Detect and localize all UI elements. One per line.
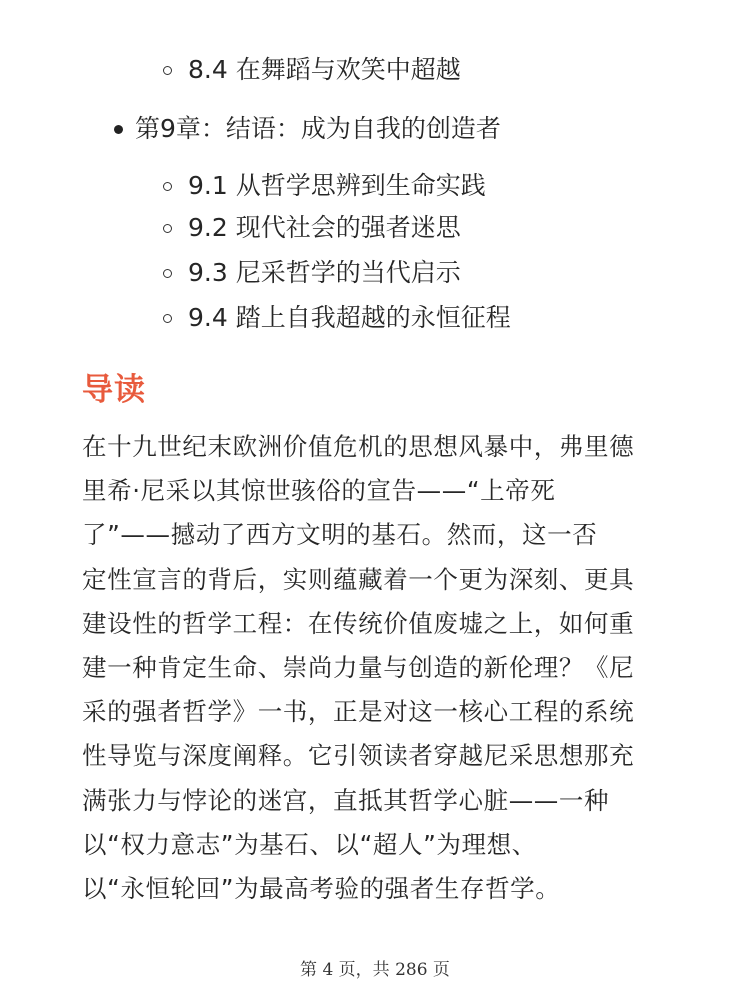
toc-item-chapter-9[interactable] <box>114 112 501 146</box>
toc-item-9-1[interactable] <box>163 169 486 203</box>
paragraph-line: 满张力与悖论的迷宫，直抵其哲学心脏——一种 <box>82 785 610 815</box>
hollow-bullet-icon <box>163 66 172 75</box>
toc-item-9-2[interactable] <box>163 211 461 245</box>
toc-item-label: 9.2 现代社会的强者迷思 <box>188 213 461 242</box>
paragraph-line: 以“永恒轮回”为最高考验的强者生存哲学。 <box>82 874 561 904</box>
paragraph-line: 性导览与深度阐释。它引领读者穿越尼采思想那充 <box>82 741 635 771</box>
hollow-bullet-icon <box>163 224 172 233</box>
page-number: 第 4 页，共 286 页 <box>300 960 450 980</box>
toc-item-label: 9.1 从哲学思辨到生命实践 <box>188 171 486 200</box>
paragraph-line: 里希·尼采以其惊世骇俗的宣告——“上帝死 <box>82 476 556 506</box>
hollow-bullet-icon <box>163 182 172 191</box>
paragraph-line: 采的强者哲学》一书，正是对这一核心工程的系统 <box>82 697 635 727</box>
paragraph-line: 定性宣言的背后，实则蕴藏着一个更为深刻、更具 <box>82 564 635 594</box>
paragraph-line: 建一种肯定生命、崇尚力量与创造的新伦理？《尼 <box>82 653 635 683</box>
paragraph-line: 了”——撼动了西方文明的基石。然而，这一否 <box>82 520 598 550</box>
toc-item-label: 8.4 在舞蹈与欢笑中超越 <box>188 55 461 84</box>
toc-item-9-4[interactable] <box>163 301 511 335</box>
paragraph-line: 以“权力意志”为基石、以“超人”为理想、 <box>82 829 537 859</box>
toc-item-label: 第9章：结语：成为自我的创造者 <box>135 114 501 143</box>
section-heading: 导读 <box>82 372 146 408</box>
toc-item-8-4[interactable] <box>163 53 461 87</box>
body-paragraph <box>82 425 672 911</box>
toc-item-label: 9.4 踏上自我超越的永恒征程 <box>188 303 511 332</box>
hollow-bullet-icon <box>163 269 172 278</box>
paragraph-line: 建设性的哲学工程：在传统价值废墟之上，如何重 <box>82 608 635 638</box>
paragraph-line: 在十九世纪末欧洲价值危机的思想风暴中，弗里德 <box>82 432 635 461</box>
toc-item-label: 9.3 尼采哲学的当代启示 <box>188 258 461 287</box>
solid-bullet-icon <box>114 125 123 134</box>
hollow-bullet-icon <box>163 314 172 323</box>
toc-item-9-3[interactable] <box>163 256 461 290</box>
